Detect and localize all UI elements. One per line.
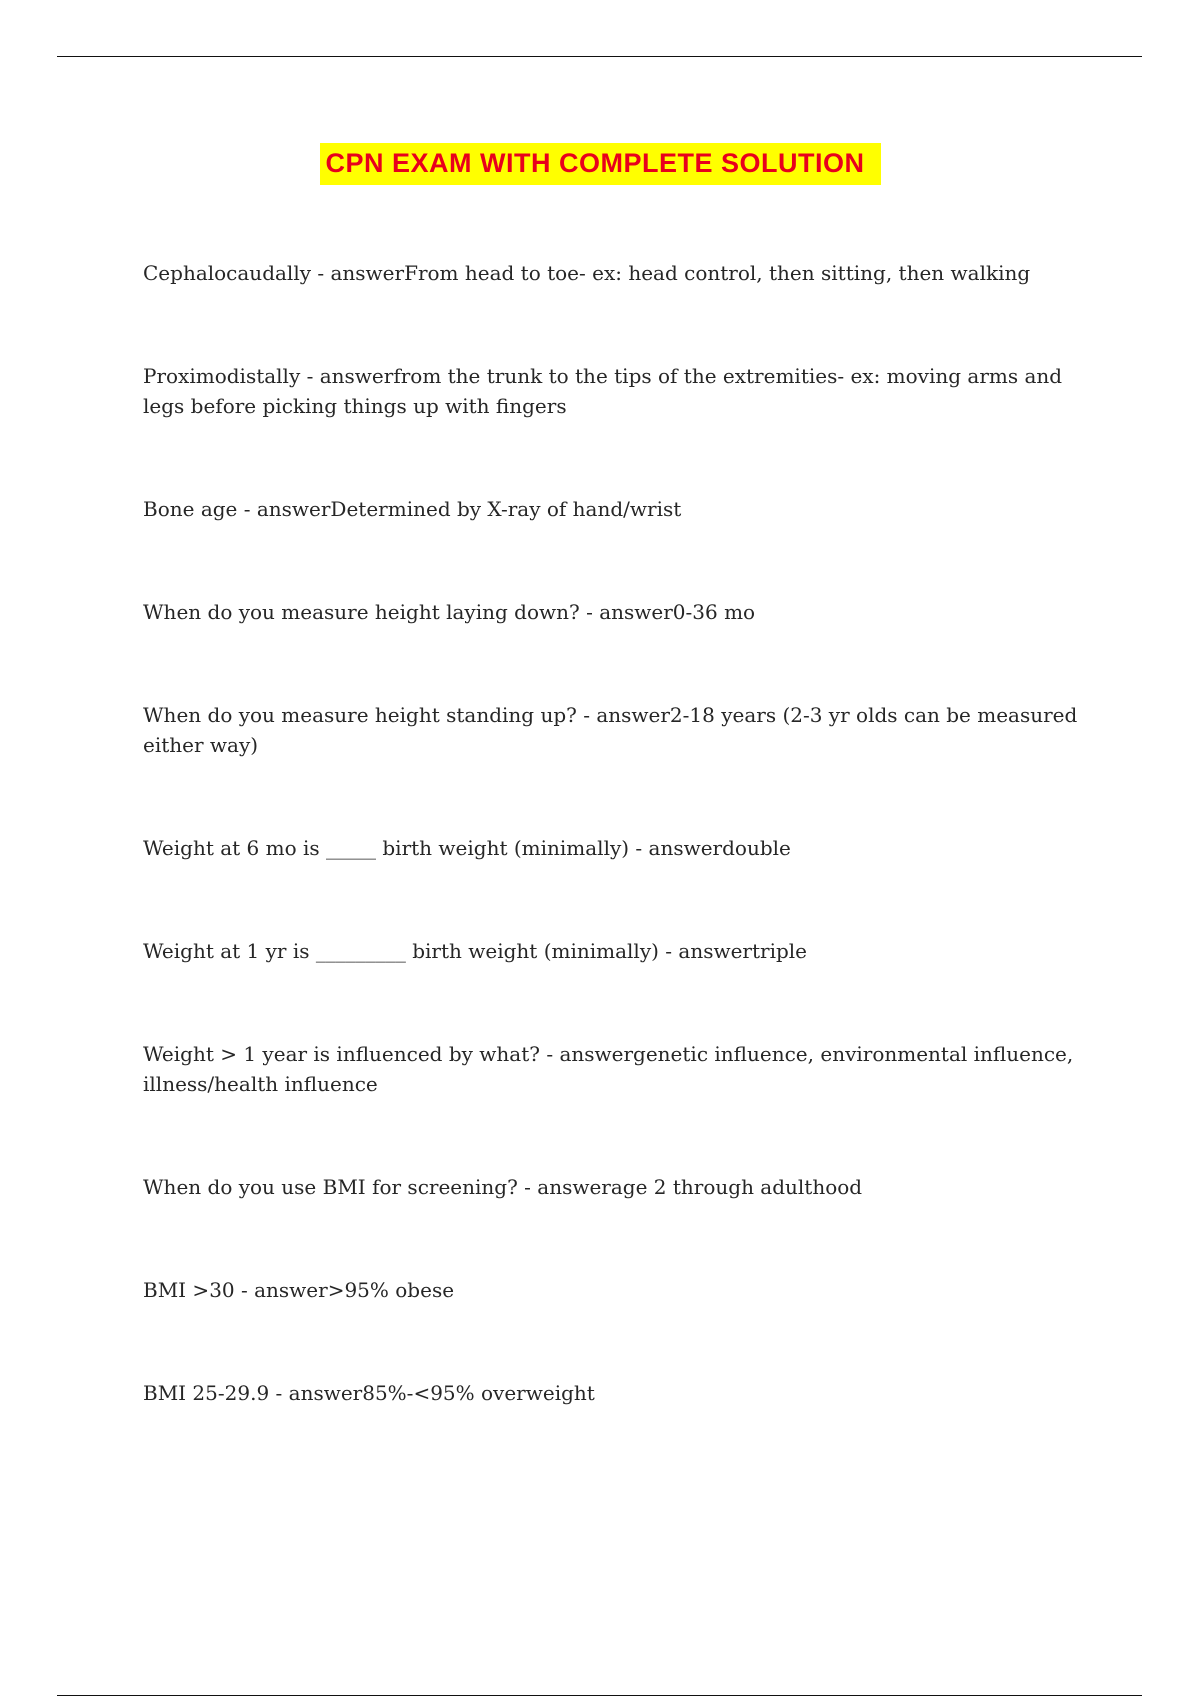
qa-entry-bmi-over-30: BMI >30 - answer>95% obese bbox=[143, 1278, 455, 1302]
qa-entry-weight-6mo: Weight at 6 mo is _____ birth weight (minimally) - answerdouble bbox=[143, 836, 791, 860]
top-divider bbox=[57, 56, 1142, 57]
qa-entry-cephalocaudally: Cephalocaudally - answerFrom head to toe- ex: head control, then sitting, then walking bbox=[143, 261, 1031, 285]
qa-entry-height-standing: When do you measure height standing up? - answer2-18 years (2-3 yr olds can be measured either way) bbox=[143, 703, 1078, 757]
qa-entry-bmi-25-29: BMI 25-29.9 - answer85%-<95% overweight bbox=[143, 1381, 595, 1405]
qa-entry-proximodistally: Proximodistally - answerfrom the trunk to the tips of the extremities- ex: moving arms and legs before picking things up with fingers bbox=[143, 364, 1063, 418]
document-title: CPN EXAM WITH COMPLETE SOLUTION bbox=[320, 143, 881, 185]
title-container bbox=[0, 143, 1200, 185]
qa-entry-weight-over-1yr: Weight > 1 year is influenced by what? - answergenetic influence, environmental influence, illness/health influence bbox=[143, 1042, 1074, 1096]
qa-entry-bmi-screening: When do you use BMI for screening? - answerage 2 through adulthood bbox=[143, 1175, 863, 1199]
bottom-divider bbox=[57, 1695, 1142, 1696]
qa-entry-weight-1yr: Weight at 1 yr is _________ birth weight (minimally) - answertriple bbox=[143, 939, 808, 963]
qa-entry-height-laying: When do you measure height laying down? - answer0-36 mo bbox=[143, 600, 756, 624]
qa-entry-bone-age: Bone age - answerDetermined by X-ray of hand/wrist bbox=[143, 497, 682, 521]
